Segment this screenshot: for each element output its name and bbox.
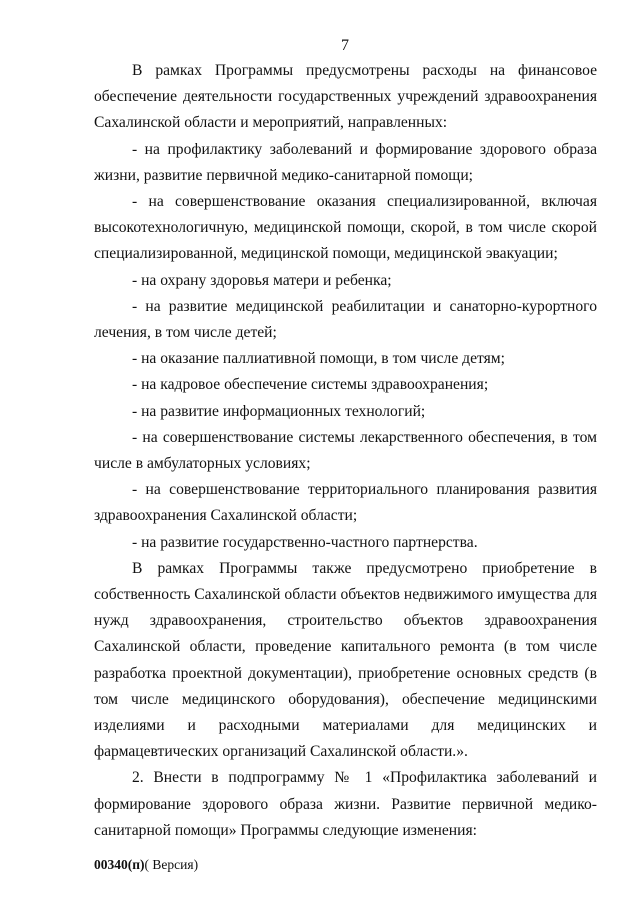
page-number: 7	[341, 37, 349, 54]
list-item: - на развитие информационных технологий;	[132, 402, 426, 420]
list-item: - на охрану здоровья матери и ребенка;	[132, 271, 392, 289]
list-item: - на совершенствование территориального планирования развития здравоохранения Сахалинской области;	[94, 481, 597, 525]
document-body	[94, 58, 597, 844]
document-code: 00340(п)	[94, 857, 145, 872]
acquisition-paragraph: В рамках Программы также предусмотрено приобретение в собственность Сахалинской области объектов недвижимого имущества для нужд здравоохранения, строительство объектов здравоохранения Сахалинской области, проведение капитального ремонта (в том числе разработка проектной документации), приобретение основных средств (в том числе медицинского оборудования), обеспечение медицинскими изделиями и расходными материалами для медицинских и фармацевтических организаций Сахалинской области.».	[94, 559, 597, 761]
document-footer	[94, 857, 198, 873]
version-label: ( Версия)	[144, 857, 199, 872]
list-item: - на профилактику заболеваний и формирование здорового образа жизни, развитие первичной медико-санитарной помощи;	[94, 140, 597, 184]
list-item: - на оказание паллиативной помощи, в том числе детям;	[132, 350, 505, 368]
list-item: - на развитие государственно-частного партнерства.	[132, 533, 478, 551]
list-item: - на кадровое обеспечение системы здравоохранения;	[132, 376, 489, 394]
list-item: - на совершенствование системы лекарственного обеспечения, в том числе в амбулаторных условиях;	[94, 428, 597, 473]
list-item: - на развитие медицинской реабилитации и санаторно-курортного лечения, в том числе детей;	[94, 297, 597, 342]
list-item: - на совершенствование оказания специализированной, включая высокотехнологичную, медицинской помощи, скорой, в том числе скорой специализированной, медицинской помощи, медицинской эвакуации;	[94, 193, 597, 263]
intro-paragraph: В рамках Программы предусмотрены расходы на финансовое обеспечение деятельности государственных учреждений здравоохранения Сахалинской области и мероприятий, направленных:	[94, 62, 597, 132]
amendment-paragraph: 2. Внести в подпрограмму № 1 «Профилактика заболеваний и формирование здорового образа жизни. Развитие первичной медико-санитарной помощи» Программы следующие изменения:	[94, 769, 597, 839]
